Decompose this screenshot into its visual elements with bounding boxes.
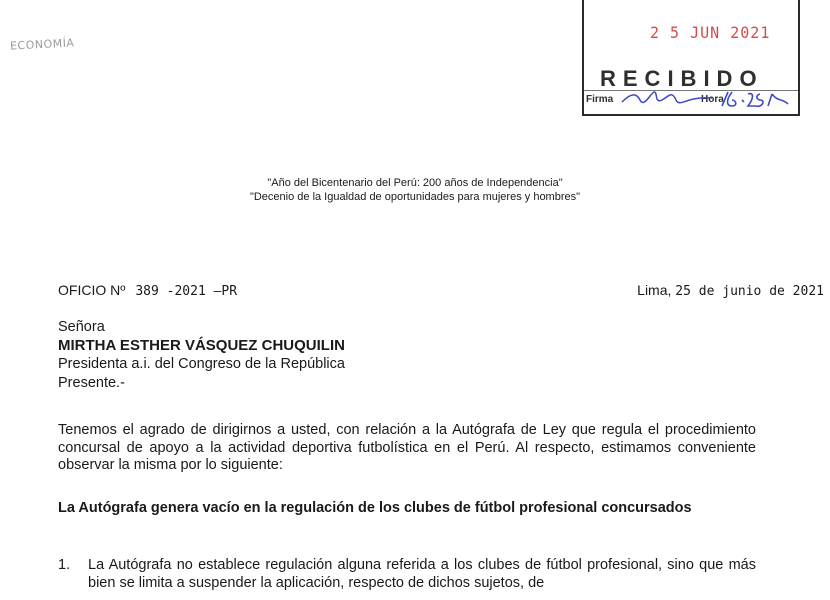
section-heading: La Autógrafa genera vacío en la regulación de los clubes de fútbol profesional concursados bbox=[58, 500, 692, 516]
body-paragraph-1: Tenemos el agrado de dirigirnos a usted, con relación a la Autógrafa de Ley que regula el procedimiento concursal de apoyo a la actividad deportiva futbolística en el Perú. Al respecto, estimamos conveniente observar la misma por lo siguiente: bbox=[58, 422, 756, 473]
signature-scribble bbox=[616, 82, 716, 112]
year-header-line-1: "Año del Bicentenario del Perú: 200 años de Independencia" bbox=[267, 177, 563, 189]
salutation: Señora bbox=[58, 319, 105, 335]
addressee-closing: Presente.- bbox=[58, 374, 125, 391]
handwritten-annotation: ECONOMÍA bbox=[9, 36, 75, 53]
addressee-name: MIRTHA ESTHER VÁSQUEZ CHUQUILIN bbox=[58, 336, 345, 354]
stamp-hora-label: Hora bbox=[701, 94, 724, 105]
oficio-reference bbox=[58, 282, 237, 299]
letter-date bbox=[637, 282, 824, 299]
stamp-firma-label: Firma bbox=[586, 94, 614, 105]
addressee-role: Presidenta a.i. del Congreso de la República bbox=[58, 356, 345, 372]
stamp-date: 2 5 JUN 2021 bbox=[650, 23, 771, 43]
list-item-text: La Autógrafa no establece regulación alguna referida a los clubes de fútbol profesional, sino que más bien se limita a suspender la aplicación, respecto de dichos sujetos, de bbox=[88, 557, 756, 591]
list-item-number: 1. bbox=[58, 557, 71, 573]
year-header-line-2: "Decenio de la Igualdad de oportunidades para mujeres y hombres" bbox=[249, 191, 581, 203]
handwritten-time bbox=[718, 86, 796, 112]
oficio-prefix: OFICIO Nº bbox=[58, 282, 126, 298]
stamp-title: RECIBIDO bbox=[600, 66, 764, 91]
date-city: Lima, bbox=[637, 282, 672, 298]
date-value: 25 de junio de 2021 bbox=[675, 284, 824, 299]
addressee-block bbox=[58, 318, 345, 392]
oficio-number: 389 -2021 –PR bbox=[135, 284, 238, 299]
year-header bbox=[175, 176, 655, 204]
